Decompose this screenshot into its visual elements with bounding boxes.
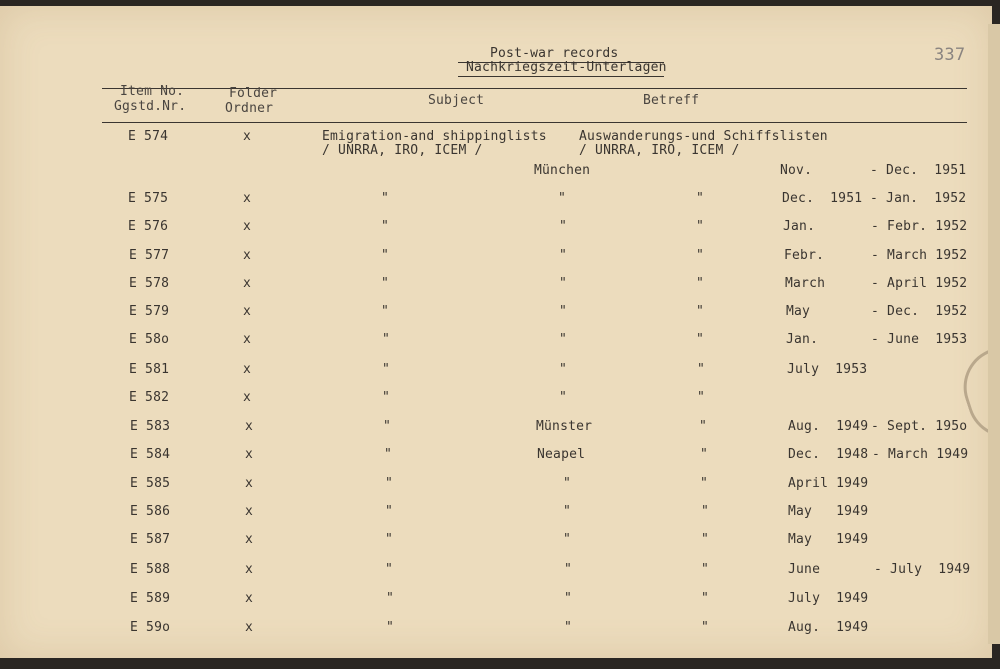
folder-mark: x (243, 276, 252, 291)
date-from: March (785, 276, 826, 291)
place-or-ditto: " (559, 248, 568, 263)
place-or-ditto: " (559, 390, 568, 405)
date-from: May (786, 304, 811, 319)
place-or-ditto: " (559, 332, 568, 347)
folder-mark: x (245, 620, 254, 635)
item-number: E 583 (130, 419, 171, 434)
item-number: E 576 (128, 219, 169, 234)
date-from: May 1949 (788, 504, 869, 519)
folder-mark: x (243, 248, 252, 263)
item-number: E 575 (128, 191, 169, 206)
subject-ditto: " (385, 562, 394, 577)
place-or-ditto: Münster (536, 419, 593, 434)
date-from: April 1949 (788, 476, 869, 491)
subject-ditto: " (382, 332, 391, 347)
place: München (534, 163, 591, 178)
folder-mark: x (243, 129, 252, 144)
betreff-ditto: " (701, 620, 710, 635)
place-or-ditto: " (559, 362, 568, 377)
item-number: E 577 (129, 248, 170, 263)
betreff-ditto: " (696, 248, 705, 263)
item-number: E 586 (130, 504, 171, 519)
date-from: Nov. (780, 163, 813, 178)
date-from: Aug. 1949 (788, 419, 869, 434)
date-to: - Dec. 1952 (871, 304, 968, 319)
header-item-no: Item No. (120, 84, 185, 99)
header-folder-de: Ordner (225, 101, 274, 116)
page-number: 337 (934, 45, 966, 65)
item-number: E 578 (129, 276, 170, 291)
date-from: Febr. (784, 248, 825, 263)
subject-ditto: " (381, 304, 390, 319)
subject-ditto: " (386, 620, 395, 635)
date-to: - March 1949 (872, 447, 969, 462)
folder-mark: x (245, 504, 254, 519)
date-from: Aug. 1949 (788, 620, 869, 635)
subject-ditto: " (384, 447, 393, 462)
date-to: - April 1952 (871, 276, 968, 291)
header-subject: Subject (428, 93, 485, 108)
place-or-ditto: Neapel (537, 447, 586, 462)
item-number: E 58o (129, 332, 170, 347)
subject-ditto: " (381, 191, 390, 206)
place-or-ditto: " (559, 304, 568, 319)
place-or-ditto: " (563, 504, 572, 519)
date-to: - July 1949 (874, 562, 971, 577)
date-from: Dec. 1951 (782, 191, 863, 206)
title-german: Nachkriegszeit-Unterlagen (466, 60, 667, 75)
header-folder: Folder (229, 86, 278, 101)
subject-ditto: " (381, 219, 390, 234)
header-bottom-rule (102, 122, 967, 123)
date-to: - March 1952 (871, 248, 968, 263)
place-or-ditto: " (563, 532, 572, 547)
date-from: Jan. (786, 332, 819, 347)
place-or-ditto: " (564, 620, 573, 635)
subject-line-1: Emigration-and shippinglists (322, 129, 547, 144)
place-or-ditto: " (564, 591, 573, 606)
betreff-ditto: " (696, 332, 705, 347)
subject-ditto: " (385, 532, 394, 547)
folder-mark: x (243, 390, 252, 405)
betreff-ditto: " (697, 390, 706, 405)
date-from: June (788, 562, 821, 577)
header-item-no-de: Ggstd.Nr. (114, 99, 187, 114)
item-number: E 59o (130, 620, 171, 635)
subject-ditto: " (385, 504, 394, 519)
betreff-ditto: " (700, 447, 709, 462)
folder-mark: x (245, 532, 254, 547)
date-from: July 1953 (787, 362, 868, 377)
date-to: - Febr. 1952 (871, 219, 968, 234)
betreff-line-2: / UNRRA, IRO, ICEM / (579, 143, 740, 158)
folder-mark: x (245, 591, 254, 606)
folder-mark: x (245, 447, 254, 462)
subject-line-2: / UNRRA, IRO, ICEM / (322, 143, 483, 158)
betreff-ditto: " (696, 191, 705, 206)
subject-ditto: " (385, 476, 394, 491)
date-to: - Sept. 195o (871, 419, 968, 434)
title-english: Post-war records (490, 46, 619, 61)
subject-ditto: " (381, 248, 390, 263)
folder-mark: x (243, 332, 252, 347)
date-from: May 1949 (788, 532, 869, 547)
betreff-ditto: " (701, 562, 710, 577)
place-or-ditto: " (559, 276, 568, 291)
subject-ditto: " (382, 390, 391, 405)
betreff-ditto: " (701, 591, 710, 606)
date-from: Jan. (783, 219, 816, 234)
subject-ditto: " (382, 362, 391, 377)
folder-mark: x (243, 362, 252, 377)
place-or-ditto: " (558, 191, 567, 206)
place-or-ditto: " (563, 476, 572, 491)
header-betreff: Betreff (643, 93, 700, 108)
date-to: - Jan. 1952 (870, 191, 967, 206)
betreff-ditto: " (700, 476, 709, 491)
betreff-ditto: " (696, 219, 705, 234)
item-number: E 589 (130, 591, 171, 606)
title-underline-2 (458, 76, 664, 77)
betreff-ditto: " (701, 504, 710, 519)
folder-mark: x (245, 476, 254, 491)
index-card-sheet (0, 6, 992, 658)
item-number: E 579 (129, 304, 170, 319)
date-to: - June 1953 (871, 332, 968, 347)
date-to: - Dec. 1951 (870, 163, 967, 178)
folder-mark: x (245, 419, 254, 434)
item-number: E 581 (129, 362, 170, 377)
item-number: E 585 (130, 476, 171, 491)
betreff-ditto: " (696, 276, 705, 291)
item-number: E 582 (129, 390, 170, 405)
subject-ditto: " (383, 419, 392, 434)
folder-mark: x (245, 562, 254, 577)
betreff-ditto: " (699, 419, 708, 434)
item-number: E 574 (128, 129, 169, 144)
betreff-ditto: " (701, 532, 710, 547)
date-from: Dec. 1948 (788, 447, 869, 462)
item-number: E 587 (130, 532, 171, 547)
folder-mark: x (243, 304, 252, 319)
place-or-ditto: " (559, 219, 568, 234)
subject-ditto: " (381, 276, 390, 291)
item-number: E 584 (130, 447, 171, 462)
folder-mark: x (243, 219, 252, 234)
betreff-ditto: " (696, 304, 705, 319)
betreff-line-1: Auswanderungs-und Schiffslisten (579, 129, 828, 144)
betreff-ditto: " (697, 362, 706, 377)
subject-ditto: " (386, 591, 395, 606)
place-or-ditto: " (564, 562, 573, 577)
date-from: July 1949 (788, 591, 869, 606)
item-number: E 588 (130, 562, 171, 577)
folder-mark: x (243, 191, 252, 206)
